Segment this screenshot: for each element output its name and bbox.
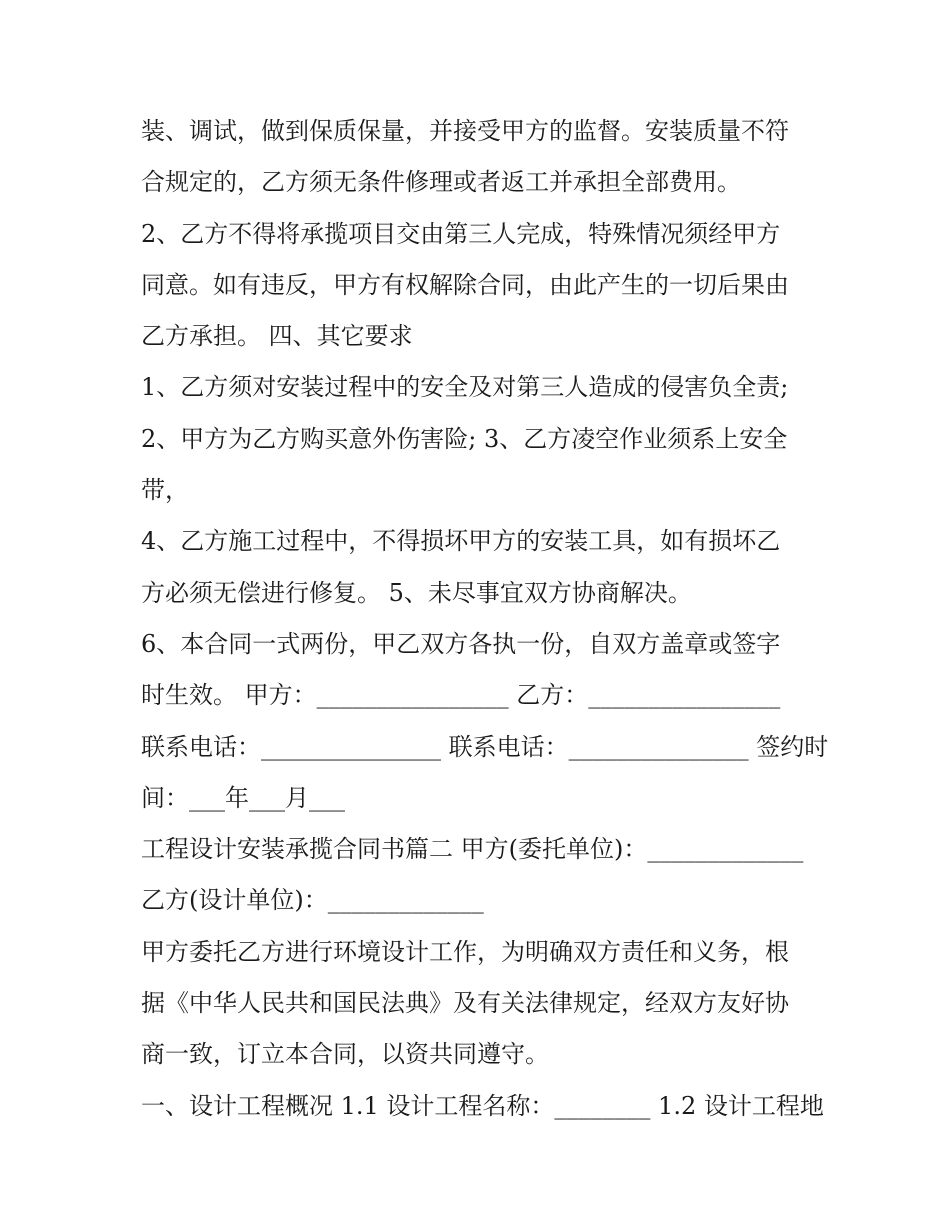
text-line: 时生效。 甲方：________________ 乙方：________________ <box>141 681 781 710</box>
text-line: 乙方承担。 四、其它要求 <box>141 322 413 351</box>
text-line: 2、乙方不得将承揽项目交由第三人完成，特殊情况须经甲方 <box>141 219 781 248</box>
text-line: 商一致，订立本合同，以资共同遵守。 <box>141 1040 549 1069</box>
text-line: 据《中华人民共和国民法典》及有关法律规定，经双方友好协 <box>141 989 789 1018</box>
text-line: 一、设计工程概况 1.1 设计工程名称：________ 1.2 设计工程地 <box>141 1091 824 1120</box>
text-line: 带， <box>141 476 189 505</box>
contract-body-text <box>141 106 829 1132</box>
text-line: 4、乙方施工过程中，不得损坏甲方的安装工具，如有损坏乙 <box>141 527 781 556</box>
text-line: 乙方(设计单位)：_____________ <box>141 886 484 915</box>
text-line: 工程设计安装承揽合同书篇二 甲方(委托单位)：_____________ <box>141 835 804 864</box>
text-line: 2、甲方为乙方购买意外伤害险; 3、乙方凌空作业须系上安全 <box>141 424 788 453</box>
text-line: 间：___年___月___ <box>141 783 345 812</box>
text-line: 装、调试，做到保质保量，并接受甲方的监督。安装质量不符 <box>141 117 789 145</box>
text-line: 1、乙方须对安装过程中的安全及对第三人造成的侵害负全责; <box>141 373 789 402</box>
text-line: 合规定的，乙方须无条件修理或者返工并承担全部费用。 <box>141 168 741 197</box>
text-line: 甲方委托乙方进行环境设计工作，为明确双方责任和义务，根 <box>141 937 789 966</box>
text-line: 同意。如有违反，甲方有权解除合同，由此产生的一切后果由 <box>141 270 789 299</box>
text-line: 联系电话：_______________ 联系电话：_______________ 签约时 <box>141 732 829 761</box>
text-line: 6、本合同一式两份，甲乙双方各执一份，自双方盖章或签字 <box>141 629 781 658</box>
text-line: 方必须无偿进行修复。 5、未尽事宜双方协商解决。 <box>141 578 692 607</box>
